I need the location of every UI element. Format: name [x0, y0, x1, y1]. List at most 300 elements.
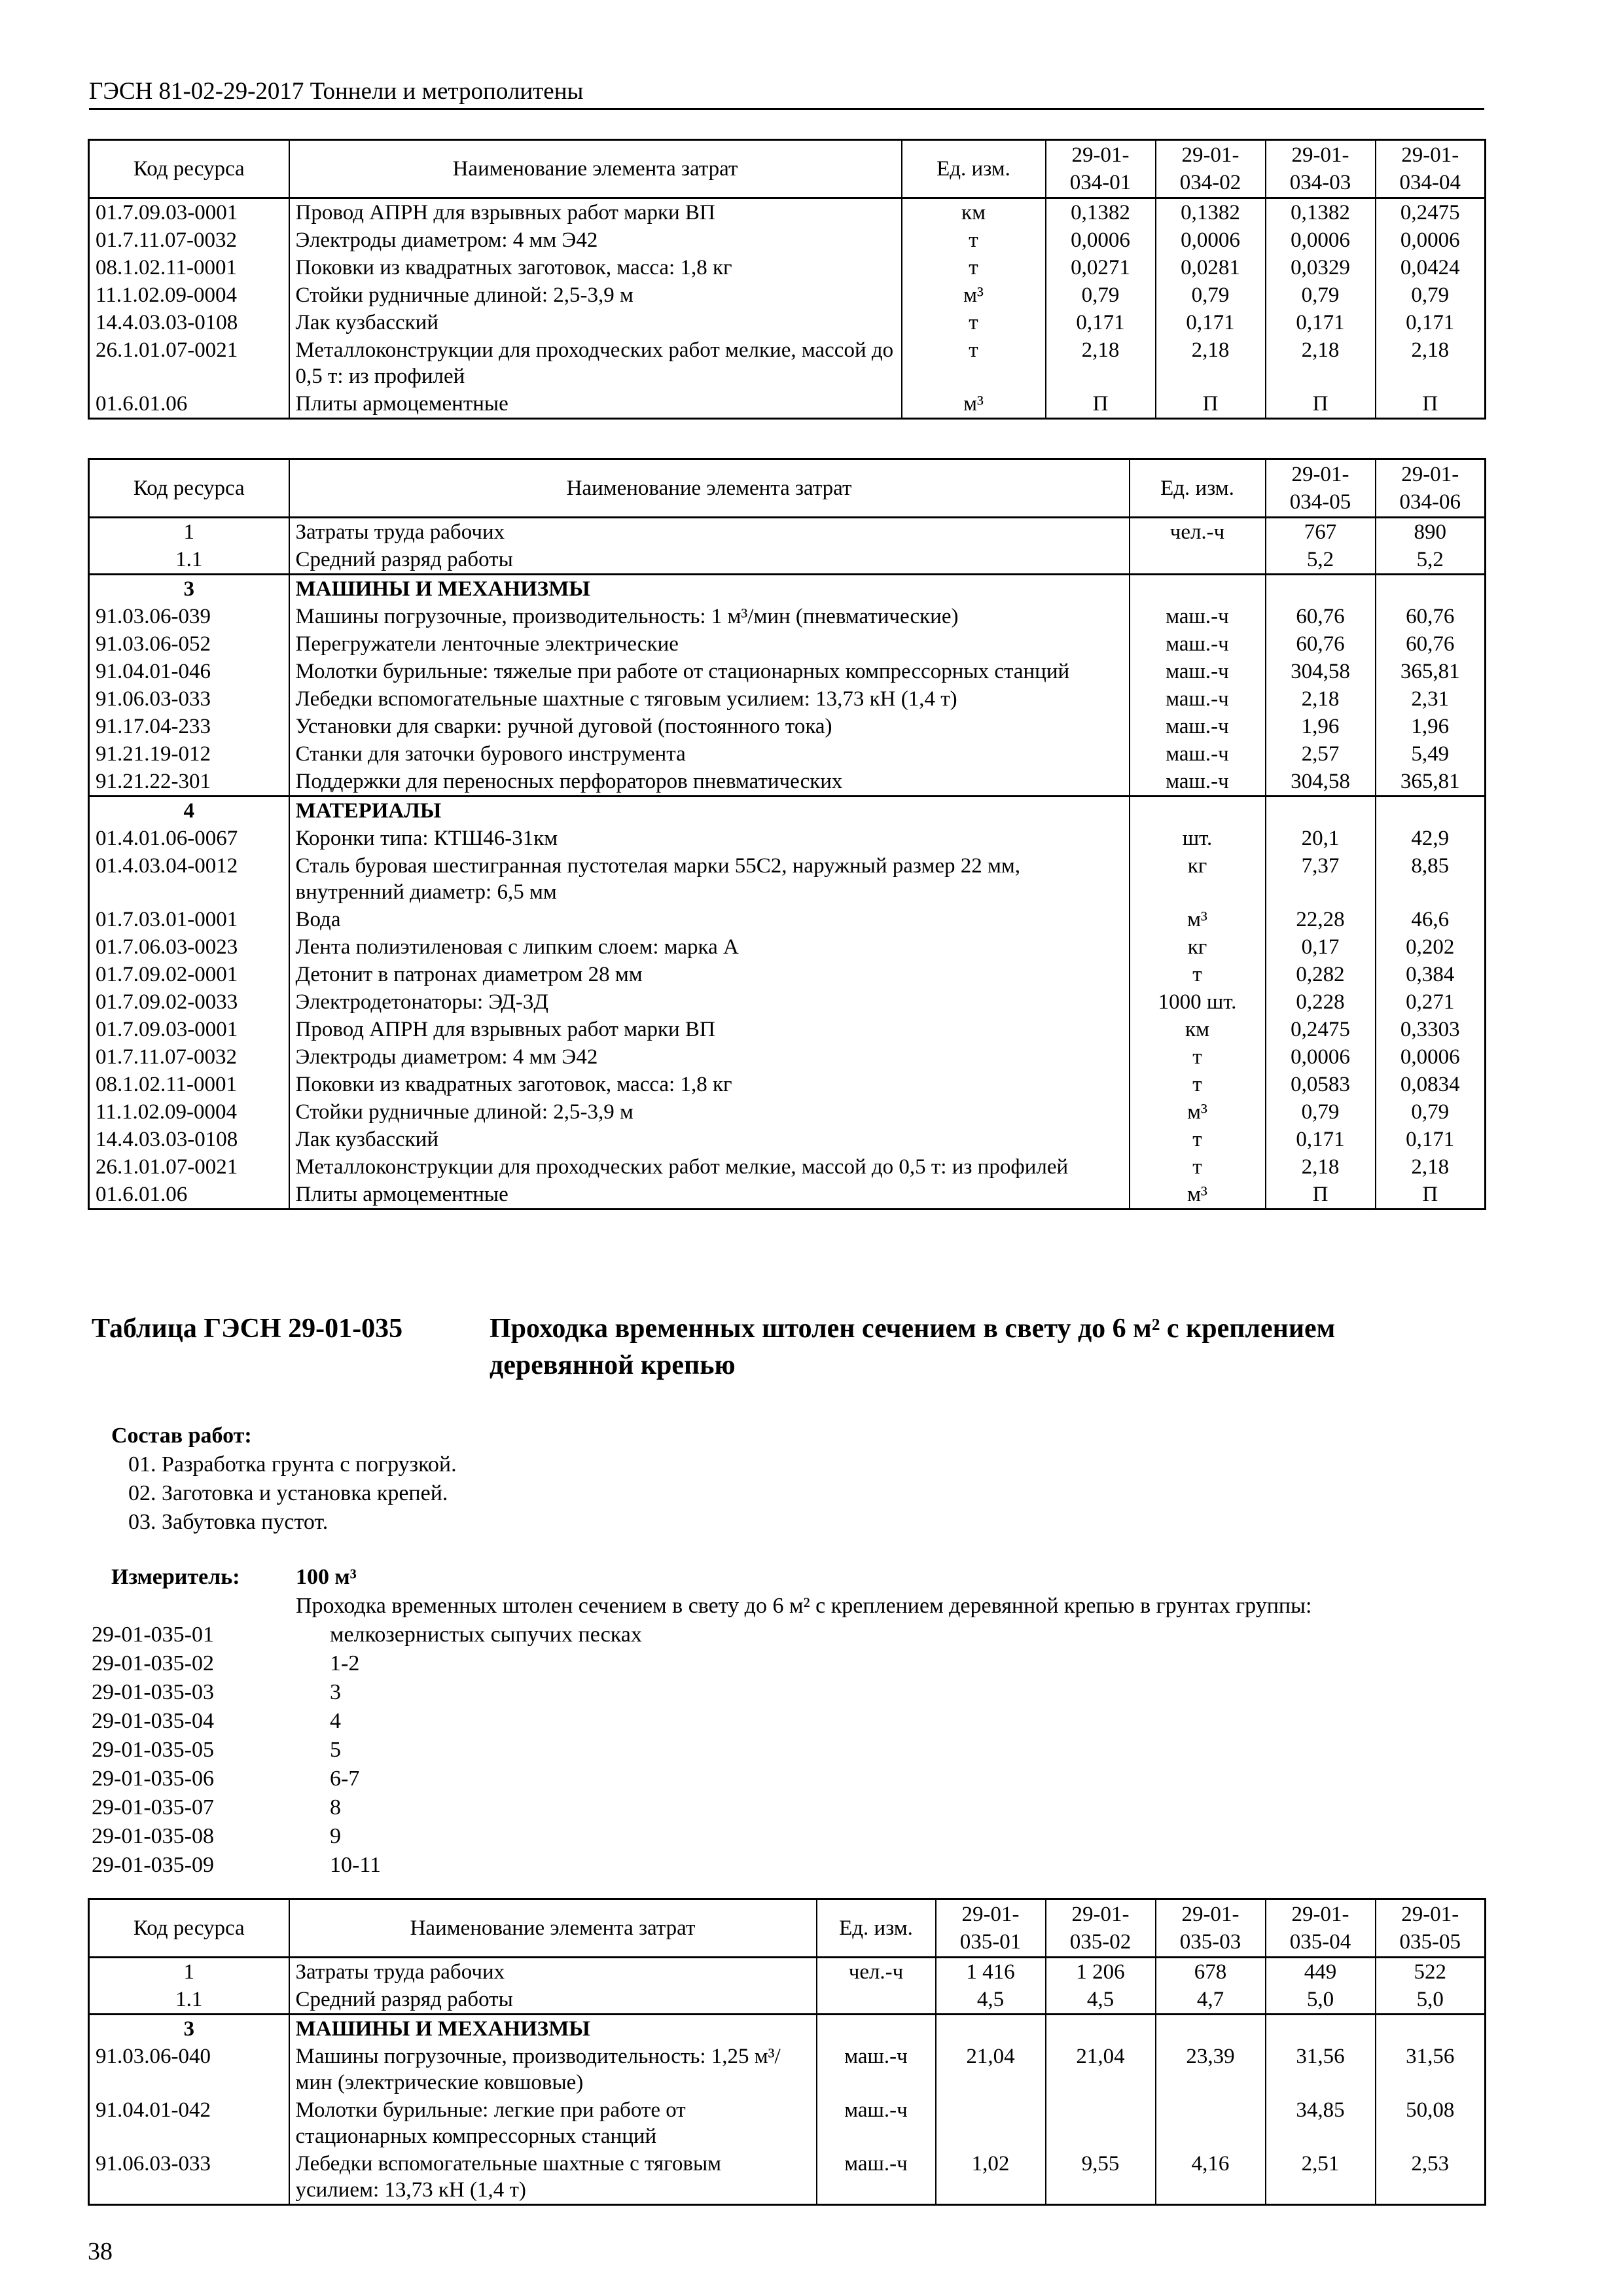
- resource-code: 11.1.02.09-0004: [89, 1098, 289, 1126]
- resource-code: 26.1.01.07-0021: [89, 1153, 289, 1181]
- cost-element-name: Стойки рудничные длиной: 2,5-3,9 м: [289, 1098, 1130, 1126]
- norm-value: 2,31: [1376, 685, 1486, 713]
- cost-element-name: Средний разряд работы: [289, 546, 1130, 575]
- cost-element-name: Средний разряд работы: [289, 1986, 817, 2015]
- norm-code: 29-01-035-08: [92, 1824, 214, 1848]
- norm-value: 4,16: [1156, 2150, 1266, 2205]
- column-header: 29-01-035-05: [1376, 1899, 1486, 1958]
- column-header: 29-01-034-06: [1376, 459, 1486, 518]
- norm-value: [1046, 2015, 1156, 2043]
- norm-code: 29-01-035-02: [92, 1651, 214, 1676]
- norm-value: 2,18: [1266, 336, 1376, 390]
- norm-value: 522: [1376, 1958, 1486, 1986]
- work-item: 01. Разработка грунта с погрузкой.: [128, 1452, 457, 1477]
- table-row: [89, 1181, 1486, 1210]
- cost-element-name: Провод АПРН для взрывных работ марки ВП: [289, 1016, 1130, 1043]
- page-number: 38: [88, 2238, 113, 2265]
- table-row: [89, 1043, 1486, 1071]
- cost-element-name: МАТЕРИАЛЫ: [289, 797, 1130, 825]
- norm-value: 767: [1266, 518, 1376, 547]
- cost-element-name: Электроды диаметром: 4 мм Э42: [289, 226, 902, 254]
- norm-ground-group: 3: [330, 1680, 341, 1704]
- unit: маш.-ч: [817, 2043, 936, 2096]
- norm-value: 0,282: [1266, 961, 1376, 988]
- norm-code: 29-01-035-06: [92, 1767, 214, 1791]
- norm-value: 0,171: [1046, 309, 1156, 336]
- norm-ground-group: 5: [330, 1738, 341, 1762]
- unit: т: [902, 309, 1046, 336]
- column-header: Наименование элемента затрат: [289, 1899, 817, 1958]
- table-header-row: [89, 140, 1486, 198]
- norm-value: 60,76: [1376, 630, 1486, 658]
- norm-value: 46,6: [1376, 906, 1486, 933]
- norm-value: 5,2: [1376, 546, 1486, 575]
- table-row: [89, 281, 1486, 309]
- table-row: [89, 2150, 1486, 2205]
- unit: т: [902, 336, 1046, 390]
- norm-value: 0,171: [1376, 1126, 1486, 1153]
- norm-value: 1,02: [936, 2150, 1046, 2205]
- norm-value: 0,1382: [1266, 198, 1376, 227]
- resource-code: 14.4.03.03-0108: [89, 309, 289, 336]
- resource-code: 91.03.06-039: [89, 603, 289, 630]
- norm-value: 0,0271: [1046, 254, 1156, 281]
- norm-value: 0,79: [1376, 281, 1486, 309]
- cost-element-name: Лебедки вспомогательные шахтные с тяговым усилием: 13,73 кН (1,4 т): [289, 685, 1130, 713]
- column-header: 29-01-035-03: [1156, 1899, 1266, 1958]
- norm-value: 0,2475: [1376, 198, 1486, 227]
- norm-item: [92, 1678, 1139, 1707]
- cost-element-name: Затраты труда рабочих: [289, 1958, 817, 1986]
- norm-value: 2,18: [1266, 1153, 1376, 1181]
- column-header: 29-01-034-05: [1266, 459, 1376, 518]
- table-caption: Проходка временных штолен сечением в свету до 6 м² с креплением деревянной крепью: [490, 1314, 1336, 1380]
- norm-value: 890: [1376, 518, 1486, 547]
- norm-value: [1376, 797, 1486, 825]
- resource-code: 01.7.09.02-0001: [89, 961, 289, 988]
- column-header: 29-01-034-04: [1376, 140, 1486, 198]
- norm-item: [92, 1649, 1139, 1678]
- table-row: [89, 603, 1486, 630]
- norm-value: [1156, 2096, 1266, 2150]
- table-row: [89, 1986, 1486, 2015]
- table-row: [89, 852, 1486, 906]
- column-header: 29-01-035-04: [1266, 1899, 1376, 1958]
- unit: маш.-ч: [817, 2096, 936, 2150]
- column-header: Ед. изм.: [817, 1899, 936, 1958]
- norm-value: 4,5: [936, 1986, 1046, 2015]
- norm-code: 29-01-035-01: [92, 1623, 214, 1647]
- cost-element-name: Электроды диаметром: 4 мм Э42: [289, 1043, 1130, 1071]
- norm-value: 0,1382: [1046, 198, 1156, 227]
- resource-code: 01.6.01.06: [89, 390, 289, 419]
- unit: м³: [1130, 1181, 1266, 1210]
- cost-element-name: Лента полиэтиленовая с липким слоем: марка А: [289, 933, 1130, 961]
- norm-value: 0,0834: [1376, 1071, 1486, 1098]
- norm-ground-group: 6-7: [330, 1767, 360, 1791]
- norm-value: 449: [1266, 1958, 1376, 1986]
- resource-code: 01.7.09.03-0001: [89, 198, 289, 227]
- unit: маш.-ч: [1130, 685, 1266, 713]
- table-row: [89, 226, 1486, 254]
- table-row: [89, 933, 1486, 961]
- norm-ground-group: 4: [330, 1709, 341, 1733]
- resource-code: 91.06.03-033: [89, 2150, 289, 2205]
- cost-element-name: МАШИНЫ И МЕХАНИЗМЫ: [289, 2015, 817, 2043]
- resource-code: 3: [89, 575, 289, 603]
- norm-value: 0,79: [1156, 281, 1266, 309]
- unit: км: [902, 198, 1046, 227]
- norm-value: 0,0006: [1046, 226, 1156, 254]
- norm-value: 31,56: [1266, 2043, 1376, 2096]
- cost-element-name: Лак кузбасский: [289, 309, 902, 336]
- norm-value: 0,384: [1376, 961, 1486, 988]
- norm-value: [936, 2096, 1046, 2150]
- norm-value: 8,85: [1376, 852, 1486, 906]
- cost-element-name: Сталь буровая шестигранная пустотелая марки 55С2, наружный размер 22 мм, внутренний диаметр: 6,5 мм: [289, 852, 1130, 906]
- norm-value: 31,56: [1376, 2043, 1486, 2096]
- norm-value: 2,18: [1156, 336, 1266, 390]
- cost-element-name: Установки для сварки: ручной дуговой (постоянного тока): [289, 713, 1130, 740]
- unit: т: [1130, 1043, 1266, 1071]
- unit: [1130, 575, 1266, 603]
- norm-value: 0,0006: [1266, 1043, 1376, 1071]
- cost-element-name: Затраты труда рабочих: [289, 518, 1130, 547]
- norm-value: 21,04: [1046, 2043, 1156, 2096]
- norm-value: 0,0281: [1156, 254, 1266, 281]
- running-header: ГЭСН 81-02-29-2017 Тоннели и метрополитены: [89, 77, 1484, 110]
- norm-value: 0,171: [1376, 309, 1486, 336]
- norm-value: 50,08: [1376, 2096, 1486, 2150]
- norm-value: [1376, 2015, 1486, 2043]
- cost-element-name: Молотки бурильные: легкие при работе от стационарных компрессорных станций: [289, 2096, 817, 2150]
- norm-value: 2,18: [1376, 1153, 1486, 1181]
- column-header: 29-01-034-03: [1266, 140, 1376, 198]
- column-header: Ед. изм.: [1130, 459, 1266, 518]
- norm-item: [92, 1736, 1139, 1765]
- norm-value: 365,81: [1376, 658, 1486, 685]
- norm-value: 0,79: [1046, 281, 1156, 309]
- norm-value: 60,76: [1376, 603, 1486, 630]
- resource-code: 91.21.19-012: [89, 740, 289, 768]
- resource-code: 01.7.11.07-0032: [89, 1043, 289, 1071]
- table-row: [89, 1126, 1486, 1153]
- norm-value: 0,0006: [1266, 226, 1376, 254]
- norm-value: 1,96: [1376, 713, 1486, 740]
- cost-element-name: Поддержки для переносных перфораторов пневматических: [289, 768, 1130, 797]
- cost-element-name: Перегружатели ленточные электрические: [289, 630, 1130, 658]
- norm-value: 2,18: [1376, 336, 1486, 390]
- norm-item: [92, 1707, 1139, 1736]
- norm-list: [92, 1621, 1139, 1880]
- norm-value: 0,0583: [1266, 1071, 1376, 1098]
- norm-value: 304,58: [1266, 768, 1376, 797]
- column-header: 29-01-034-01: [1046, 140, 1156, 198]
- norm-ground-group: 1-2: [330, 1651, 360, 1676]
- table-row: [89, 906, 1486, 933]
- works-block: [111, 1422, 457, 1537]
- table-row: [89, 390, 1486, 419]
- table-row: [89, 768, 1486, 797]
- unit: маш.-ч: [1130, 630, 1266, 658]
- norm-value: 0,202: [1376, 933, 1486, 961]
- norm-value: 21,04: [936, 2043, 1046, 2096]
- unit: м³: [1130, 1098, 1266, 1126]
- norm-value: 5,0: [1266, 1986, 1376, 2015]
- norm-item: [92, 1851, 1139, 1880]
- unit: т: [902, 254, 1046, 281]
- table-row: [89, 988, 1486, 1016]
- table-row: [89, 1016, 1486, 1043]
- norm-value: [1156, 2015, 1266, 2043]
- column-header: Код ресурса: [89, 140, 289, 198]
- norm-value: 0,17: [1266, 933, 1376, 961]
- norm-value: 1 206: [1046, 1958, 1156, 1986]
- cost-element-name: Молотки бурильные: тяжелые при работе от стационарных компрессорных станций: [289, 658, 1130, 685]
- unit: маш.-ч: [1130, 768, 1266, 797]
- table-row: [89, 740, 1486, 768]
- norm-value: П: [1266, 390, 1376, 419]
- norm-item: [92, 1621, 1139, 1649]
- norm-value: 0,79: [1266, 281, 1376, 309]
- table-header-row: [89, 1899, 1486, 1958]
- norm-value: П: [1376, 1181, 1486, 1210]
- cost-element-name: Лебедки вспомогательные шахтные с тяговым усилием: 13,73 кН (1,4 т): [289, 2150, 817, 2205]
- cost-element-name: Металлоконструкции для проходческих работ мелкие, массой до 0,5 т: из профилей: [289, 1153, 1130, 1181]
- norm-value: П: [1266, 1181, 1376, 1210]
- cost-element-name: Коронки типа: КТШ46-31км: [289, 825, 1130, 852]
- resource-code: 1: [89, 518, 289, 547]
- table-row: [89, 309, 1486, 336]
- works-title: Состав работ:: [111, 1424, 252, 1448]
- norm-value: 23,39: [1156, 2043, 1266, 2096]
- unit: т: [1130, 1153, 1266, 1181]
- norm-code: 29-01-035-07: [92, 1795, 214, 1820]
- norm-value: 0,3303: [1376, 1016, 1486, 1043]
- norm-value: 0,79: [1266, 1098, 1376, 1126]
- resource-code: 91.04.01-042: [89, 2096, 289, 2150]
- cost-element-name: Машины погрузочные, производительность: 1,25 м³/мин (электрические ковшовые): [289, 2043, 817, 2096]
- table-row: [89, 825, 1486, 852]
- unit: м³: [902, 281, 1046, 309]
- table-035-01-05: [88, 1898, 1486, 2206]
- norm-item: [92, 1822, 1139, 1851]
- norm-value: 0,171: [1266, 1126, 1376, 1153]
- unit: м³: [1130, 906, 1266, 933]
- norm-value: 7,37: [1266, 852, 1376, 906]
- norm-value: 0,0006: [1156, 226, 1266, 254]
- table-row: [89, 254, 1486, 281]
- table-row: [89, 1958, 1486, 1986]
- norm-value: 0,0006: [1376, 226, 1486, 254]
- cost-element-name: Электродетонаторы: ЭД-3Д: [289, 988, 1130, 1016]
- table-row: [89, 546, 1486, 575]
- table-row: [89, 518, 1486, 547]
- norm-value: 5,0: [1376, 1986, 1486, 2015]
- unit: шт.: [1130, 825, 1266, 852]
- norm-ground-group: мелкозернистых сыпучих песках: [330, 1623, 642, 1647]
- norm-value: 60,76: [1266, 630, 1376, 658]
- table-row: [89, 198, 1486, 227]
- norm-value: 2,53: [1376, 2150, 1486, 2205]
- unit: км: [1130, 1016, 1266, 1043]
- table-034-05-06: [88, 458, 1486, 1210]
- meter-block: [111, 1563, 1486, 1592]
- norm-value: [1266, 797, 1376, 825]
- column-header: Код ресурса: [89, 459, 289, 518]
- column-header: Код ресурса: [89, 1899, 289, 1958]
- norm-value: 60,76: [1266, 603, 1376, 630]
- section-row: [89, 2015, 1486, 2043]
- resource-code: 01.7.06.03-0023: [89, 933, 289, 961]
- cost-element-name: Вода: [289, 906, 1130, 933]
- unit: кг: [1130, 933, 1266, 961]
- cost-element-name: Лак кузбасский: [289, 1126, 1130, 1153]
- norm-value: 20,1: [1266, 825, 1376, 852]
- norm-value: [1266, 575, 1376, 603]
- cost-element-name: Плиты армоцементные: [289, 1181, 1130, 1210]
- unit: [817, 2015, 936, 2043]
- resource-code: 26.1.01.07-0021: [89, 336, 289, 390]
- unit: м³: [902, 390, 1046, 419]
- column-header: Наименование элемента затрат: [289, 140, 902, 198]
- resource-code: 01.7.09.02-0033: [89, 988, 289, 1016]
- column-header: Наименование элемента затрат: [289, 459, 1130, 518]
- table-row: [89, 2096, 1486, 2150]
- norm-value: 9,55: [1046, 2150, 1156, 2205]
- norm-value: 2,18: [1266, 685, 1376, 713]
- norm-ground-group: 10-11: [330, 1853, 382, 1877]
- column-header: 29-01-035-01: [936, 1899, 1046, 1958]
- section-row: [89, 797, 1486, 825]
- resource-code: 01.7.03.01-0001: [89, 906, 289, 933]
- norm-code: 29-01-035-09: [92, 1853, 214, 1877]
- norm-value: 0,0424: [1376, 254, 1486, 281]
- column-header: 29-01-034-02: [1156, 140, 1266, 198]
- norm-value: [1266, 2015, 1376, 2043]
- resource-code: 1.1: [89, 1986, 289, 2015]
- norm-description: Проходка временных штолен сечением в свету до 6 м² с креплением деревянной крепью в грунтах группы:: [296, 1594, 1312, 1618]
- norm-value: 42,9: [1376, 825, 1486, 852]
- norm-value: 4,5: [1046, 1986, 1156, 2015]
- resource-code: 91.06.03-033: [89, 685, 289, 713]
- resource-code: 91.17.04-233: [89, 713, 289, 740]
- resource-code: 3: [89, 2015, 289, 2043]
- cost-element-name: Плиты армоцементные: [289, 390, 902, 419]
- resource-code: 01.6.01.06: [89, 1181, 289, 1210]
- unit: чел.-ч: [817, 1958, 936, 1986]
- norm-value: П: [1376, 390, 1486, 419]
- unit: [1130, 797, 1266, 825]
- unit: кг: [1130, 852, 1266, 906]
- norm-value: 678: [1156, 1958, 1266, 1986]
- resource-code: 08.1.02.11-0001: [89, 254, 289, 281]
- unit: т: [1130, 961, 1266, 988]
- unit: маш.-ч: [1130, 603, 1266, 630]
- unit: маш.-ч: [817, 2150, 936, 2205]
- resource-code: 91.03.06-040: [89, 2043, 289, 2096]
- norm-value: 2,18: [1046, 336, 1156, 390]
- unit: маш.-ч: [1130, 658, 1266, 685]
- norm-code: 29-01-035-03: [92, 1680, 214, 1704]
- unit: [817, 1986, 936, 2015]
- unit: чел.-ч: [1130, 518, 1266, 547]
- norm-ground-group: 9: [330, 1824, 341, 1848]
- norm-value: П: [1156, 390, 1266, 419]
- table-row: [89, 1098, 1486, 1126]
- resource-code: 91.04.01-046: [89, 658, 289, 685]
- norm-value: 0,0006: [1376, 1043, 1486, 1071]
- norm-value: 34,85: [1266, 2096, 1376, 2150]
- norm-value: [936, 2015, 1046, 2043]
- norm-value: [1376, 575, 1486, 603]
- cost-element-name: Металлоконструкции для проходческих работ мелкие, массой до 0,5 т: из профилей: [289, 336, 902, 390]
- table-row: [89, 1071, 1486, 1098]
- norm-value: 0,228: [1266, 988, 1376, 1016]
- resource-code: 1.1: [89, 546, 289, 575]
- resource-code: 14.4.03.03-0108: [89, 1126, 289, 1153]
- cost-element-name: МАШИНЫ И МЕХАНИЗМЫ: [289, 575, 1130, 603]
- table-row: [89, 713, 1486, 740]
- unit: маш.-ч: [1130, 740, 1266, 768]
- unit: т: [1130, 1071, 1266, 1098]
- meter-value: 100 м³: [296, 1565, 357, 1589]
- column-header: Ед. изм.: [902, 140, 1046, 198]
- table-row: [89, 658, 1486, 685]
- unit: 1000 шт.: [1130, 988, 1266, 1016]
- norm-value: П: [1046, 390, 1156, 419]
- norm-value: 0,271: [1376, 988, 1486, 1016]
- resource-code: 01.4.01.06-0067: [89, 825, 289, 852]
- resource-code: 01.4.03.04-0012: [89, 852, 289, 906]
- table-row: [89, 685, 1486, 713]
- table-034-01-04: [88, 139, 1486, 420]
- resource-code: 01.7.11.07-0032: [89, 226, 289, 254]
- resource-code: 91.21.22-301: [89, 768, 289, 797]
- cost-element-name: Поковки из квадратных заготовок, масса: 1,8 кг: [289, 254, 902, 281]
- cost-element-name: Станки для заточки бурового инструмента: [289, 740, 1130, 768]
- resource-code: 01.7.09.03-0001: [89, 1016, 289, 1043]
- table-row: [89, 336, 1486, 390]
- norm-value: 1 416: [936, 1958, 1046, 1986]
- cost-element-name: Стойки рудничные длиной: 2,5-3,9 м: [289, 281, 902, 309]
- norm-value: 0,0329: [1266, 254, 1376, 281]
- resource-code: 91.03.06-052: [89, 630, 289, 658]
- norm-value: 0,171: [1156, 309, 1266, 336]
- unit: т: [1130, 1126, 1266, 1153]
- norm-item: [92, 1793, 1139, 1822]
- norm-value: 4,7: [1156, 1986, 1266, 2015]
- norm-value: 0,2475: [1266, 1016, 1376, 1043]
- norm-value: 0,171: [1266, 309, 1376, 336]
- resource-code: 11.1.02.09-0004: [89, 281, 289, 309]
- norm-value: 0,1382: [1156, 198, 1266, 227]
- resource-code: 1: [89, 1958, 289, 1986]
- table-row: [89, 1153, 1486, 1181]
- norm-value: [1046, 2096, 1156, 2150]
- work-item: 02. Заготовка и установка крепей.: [128, 1481, 448, 1505]
- cost-element-name: Поковки из квадратных заготовок, масса: 1,8 кг: [289, 1071, 1130, 1098]
- column-header: 29-01-035-02: [1046, 1899, 1156, 1958]
- cost-element-name: Провод АПРН для взрывных работ марки ВП: [289, 198, 902, 227]
- norm-value: 2,57: [1266, 740, 1376, 768]
- norm-ground-group: 8: [330, 1795, 341, 1820]
- norm-item: [92, 1765, 1139, 1793]
- norm-value: 365,81: [1376, 768, 1486, 797]
- norm-value: 2,51: [1266, 2150, 1376, 2205]
- table-label: Таблица ГЭСН 29-01-035: [92, 1314, 403, 1344]
- unit: маш.-ч: [1130, 713, 1266, 740]
